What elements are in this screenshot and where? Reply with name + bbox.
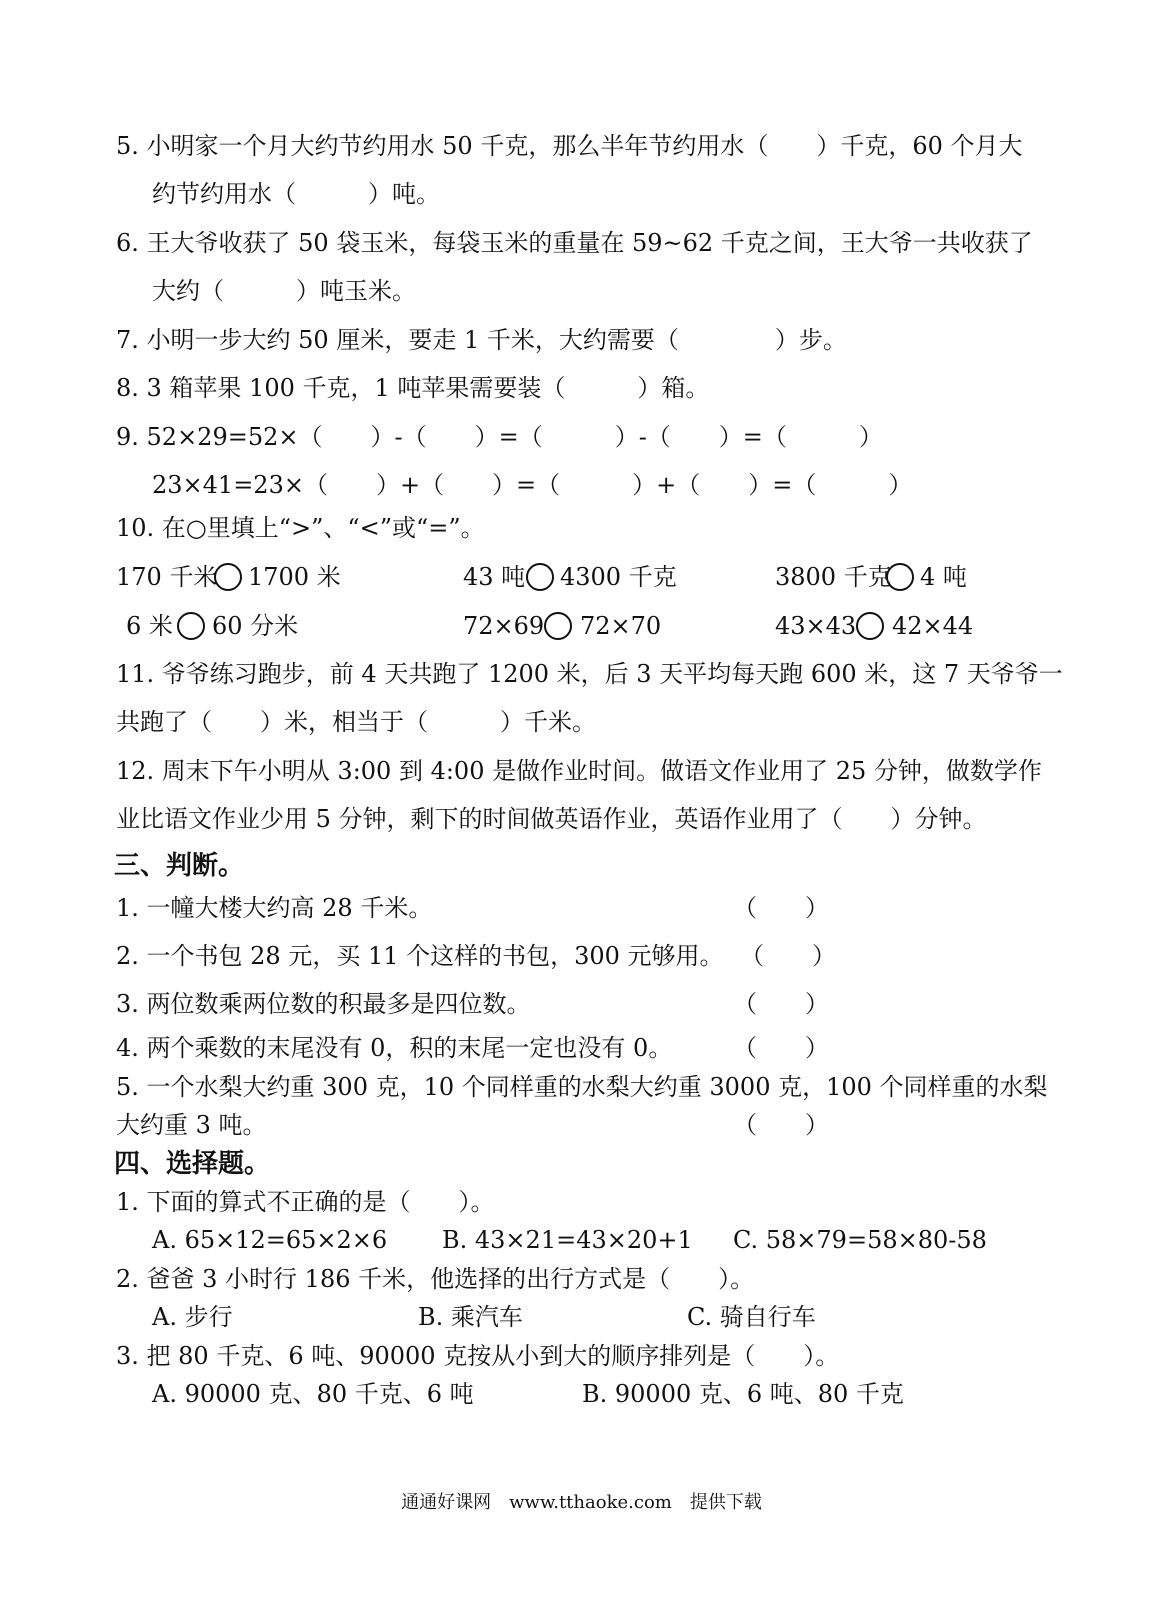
- question-9-line-2: 23×41=23×（ ）+（ ）=（ ）+（ ）=（ ）: [152, 471, 913, 499]
- choice-option[interactable]: C. 58×79=58×80-58: [733, 1226, 987, 1254]
- question-8: 8. 3 箱苹果 100 千克，1 吨苹果需要装（ ）箱。: [116, 374, 710, 402]
- question-5-line-2: 约节约用水（ ）吨。: [152, 180, 440, 208]
- compare-circle[interactable]: [544, 612, 572, 640]
- judge-item-2: 2. 一个书包 28 元，买 11 个这样的书包，300 元够用。: [116, 942, 724, 970]
- judge-item-4: 4. 两个乘数的末尾没有 0，积的末尾一定也没有 0。: [116, 1034, 673, 1062]
- compare-circle[interactable]: [886, 563, 914, 591]
- question-10-title: 10. 在○里填上“>”、“<”或“=”。: [116, 514, 485, 542]
- question-5-line-1: 5. 小明家一个月大约节约用水 50 千克，那么半年节约用水（ ）千克，60 个月大: [116, 132, 1023, 160]
- judge-bracket-3[interactable]: （ ）: [733, 990, 829, 1018]
- question-6-line-1: 6. 王大爷收获了 50 袋玉米，每袋玉米的重量在 59~62 千克之间，王大爷一共收获了: [116, 229, 1033, 257]
- section-heading-choice: 四、选择题。: [114, 1149, 271, 1179]
- question-9-line-1: 9. 52×29=52×（ ）-（ ）=（ ）-（ ）=（ ）: [116, 423, 883, 451]
- question-11-line-2: 共跑了（ ）米，相当于（ ）千米。: [116, 708, 596, 736]
- question-7: 7. 小明一步大约 50 厘米，要走 1 千米，大约需要（ ）步。: [116, 326, 847, 354]
- choice-option[interactable]: B. 43×21=43×20+1: [442, 1226, 693, 1254]
- compare-right: 4300 千克: [560, 563, 677, 591]
- choice-option[interactable]: C. 骑自行车: [687, 1303, 816, 1331]
- choice-question-1: 1. 下面的算式不正确的是（ ）。: [116, 1188, 495, 1216]
- compare-left: 43 吨: [463, 563, 526, 591]
- question-12-line-2: 业比语文作业少用 5 分钟，剩下的时间做英语作业，英语作业用了（ ）分钟。: [116, 805, 987, 833]
- compare-right: 60 分米: [212, 612, 299, 640]
- compare-left: 3800 千克: [775, 563, 892, 591]
- judge-item-1: 1. 一幢大楼大约高 28 千米。: [116, 894, 433, 922]
- compare-left: 72×69: [463, 612, 545, 640]
- compare-left: 6 米: [126, 612, 173, 640]
- compare-right: 72×70: [580, 612, 662, 640]
- choice-option[interactable]: B. 乘汽车: [418, 1303, 523, 1331]
- judge-bracket-5[interactable]: （ ）: [733, 1111, 829, 1139]
- judge-item-5: 5. 一个水梨大约重 300 克，10 个同样重的水梨大约重 3000 克，100 个同样重的水梨: [116, 1073, 1048, 1101]
- judge-item-5-line-2: 大约重 3 吨。: [116, 1111, 267, 1139]
- judge-item-3: 3. 两位数乘两位数的积最多是四位数。: [116, 990, 531, 1018]
- compare-right: 1700 米: [248, 563, 341, 591]
- question-12-line-1: 12. 周末下午小明从 3:00 到 4:00 是做作业时间。做语文作业用了 25 分钟，做数学作: [116, 757, 1042, 785]
- compare-right: 4 吨: [920, 563, 967, 591]
- choice-question-3: 3. 把 80 千克、6 吨、90000 克按从小到大的顺序排列是（ ）。: [116, 1342, 840, 1370]
- judge-bracket-2[interactable]: （ ）: [740, 942, 836, 970]
- question-11-line-1: 11. 爷爷练习跑步，前 4 天共跑了 1200 米，后 3 天平均每天跑 600 米，这 7 天爷爷一: [116, 660, 1063, 688]
- question-6-line-2: 大约（ ）吨玉米。: [152, 277, 416, 305]
- choice-question-2: 2. 爸爸 3 小时行 186 千米，他选择的出行方式是（ ）。: [116, 1265, 755, 1293]
- section-heading-judge: 三、判断。: [114, 851, 245, 881]
- compare-circle[interactable]: [177, 612, 205, 640]
- page-footer: 通通好课网 www.tthaoke.com 提供下载: [401, 1492, 762, 1513]
- judge-bracket-4[interactable]: （ ）: [733, 1034, 829, 1062]
- compare-circle[interactable]: [526, 563, 554, 591]
- judge-bracket-1[interactable]: （ ）: [733, 894, 829, 922]
- compare-circle[interactable]: [856, 612, 884, 640]
- choice-option[interactable]: A. 65×12=65×2×6: [152, 1226, 388, 1254]
- compare-right: 42×44: [892, 612, 974, 640]
- compare-circle[interactable]: [214, 563, 242, 591]
- compare-left: 170 千米: [116, 563, 218, 591]
- choice-option[interactable]: A. 90000 克、80 千克、6 吨: [152, 1380, 474, 1408]
- choice-option[interactable]: B. 90000 克、6 吨、80 千克: [582, 1380, 904, 1408]
- compare-left: 43×43: [775, 612, 857, 640]
- choice-option[interactable]: A. 步行: [152, 1303, 233, 1331]
